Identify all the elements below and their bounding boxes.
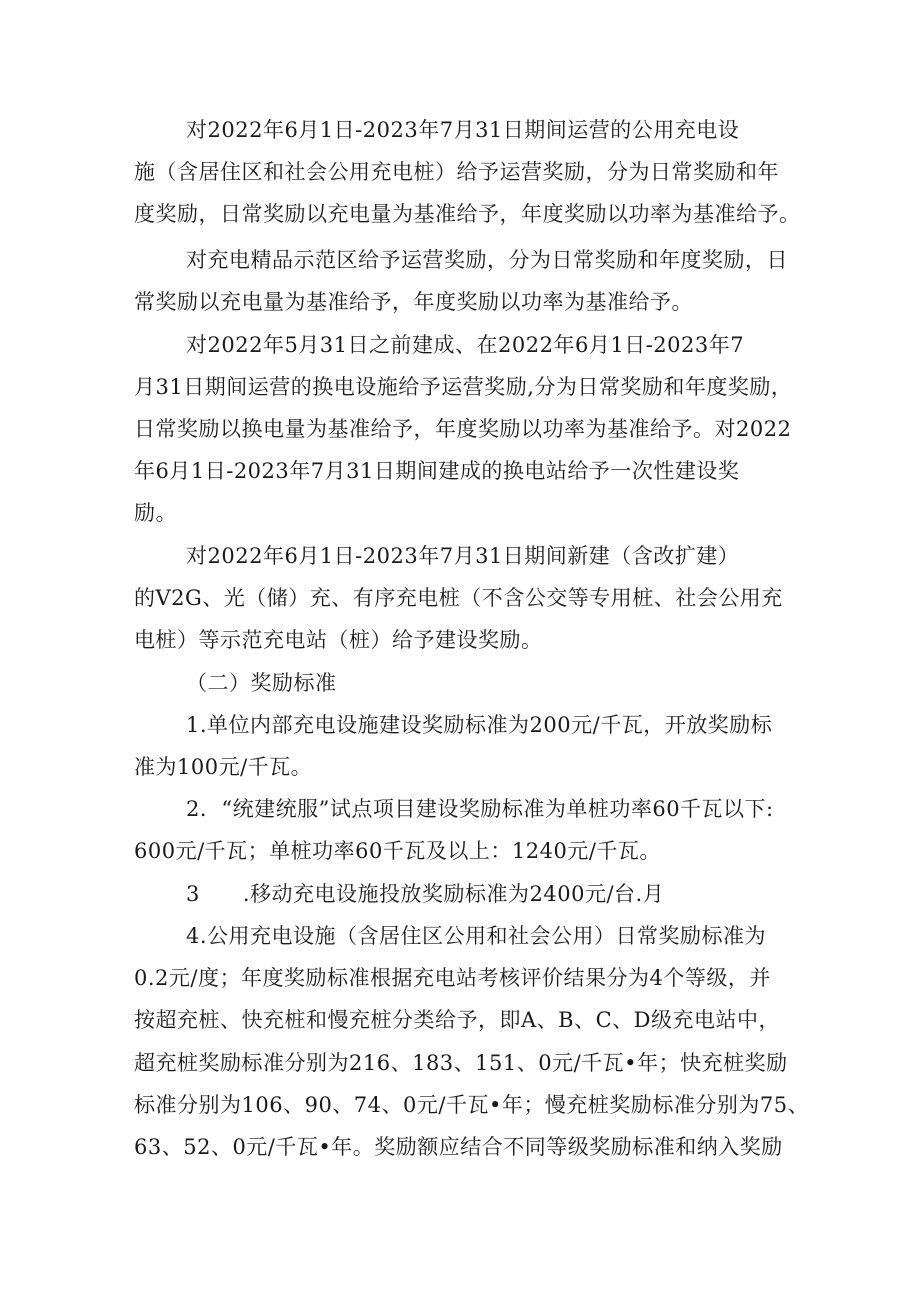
item-3-line-1: 3 .移动充电设施投放奖励标准为2400元/台.月: [186, 882, 665, 906]
paragraph-1-line-3: 度奖励，日常奖励以充电量为基准给予，年度奖励以功率为基准给予。: [134, 202, 801, 226]
item-4-line-3: 按超充桩、快充桩和慢充桩分类给予，即A、B、C、D级充电站中，: [134, 1008, 780, 1032]
item-4-line-2: 0.2元/度；年度奖励标准根据充电站考核评价结果分为4个等级，并: [134, 966, 771, 990]
item-2-line-2: 600元/千瓦；单桩功率60千瓦及以上：1240元/千瓦。: [134, 839, 661, 863]
item-1-line-1: 1.单位内部充电设施建设奖励标准为200元/千瓦，开放奖励标: [186, 713, 773, 737]
paragraph-3-line-2: 月31日期间运营的换电设施给予运营奖励,分为日常奖励和年度奖励，: [134, 375, 793, 399]
section-heading-reward-standards: （二）奖励标准: [186, 671, 337, 695]
paragraph-2-line-2: 常奖励以充电量为基准给予，年度奖励以功率为基准给予。: [134, 290, 693, 314]
item-2-line-1: 2．“统建统服”试点项目建设奖励标准为单桩功率60千瓦以下:: [186, 797, 774, 821]
paragraph-4-line-2: 的V2G、光（储）充、有序充电桩（不含公交等专用桩、社会公用充: [134, 586, 783, 610]
paragraph-1-line-2: 施（含居住区和社会公用充电桩）给予运营奖励，分为日常奖励和年: [134, 160, 779, 184]
paragraph-1-line-1: 对2022年6月1日-2023年7月31日期间运营的公用充电设: [186, 118, 740, 142]
item-1-line-2: 准为100元/千瓦。: [134, 755, 313, 779]
item-4-line-1: 4.公用充电设施（含居住区公用和社会公用）日常奖励标准为: [186, 924, 767, 948]
paragraph-2-line-1: 对充电精品示范区给予运营奖励，分为日常奖励和年度奖励，日: [186, 248, 788, 272]
paragraph-3-line-3: 日常奖励以换电量为基准给予，年度奖励以功率为基准给予。对2022: [134, 417, 792, 441]
item-4-line-6: 63、52、0元/千瓦•年。奖励额应结合不同等级奖励标准和纳入奖励: [134, 1135, 783, 1159]
paragraph-4-line-1: 对2022年6月1日-2023年7月31日期间新建（含改扩建）: [186, 544, 740, 568]
paragraph-3-line-4: 年6月1日-2023年7月31日期间建成的换电站给予一次性建设奖: [134, 459, 740, 483]
paragraph-3-line-5: 励。: [134, 501, 177, 525]
item-4-line-4: 超充桩奖励标准分别为216、183、151、0元/千瓦•年；快充桩奖励: [134, 1051, 788, 1075]
paragraph-4-line-3: 电桩）等示范充电站（桩）给予建设奖励。: [134, 628, 543, 652]
item-4-line-5: 标准分别为106、90、74、0元/千瓦•年；慢充桩奖励标准分别为75、: [134, 1093, 810, 1117]
paragraph-3-line-1: 对2022年5月31日之前建成、在2022年6月1日-2023年7: [186, 333, 745, 357]
